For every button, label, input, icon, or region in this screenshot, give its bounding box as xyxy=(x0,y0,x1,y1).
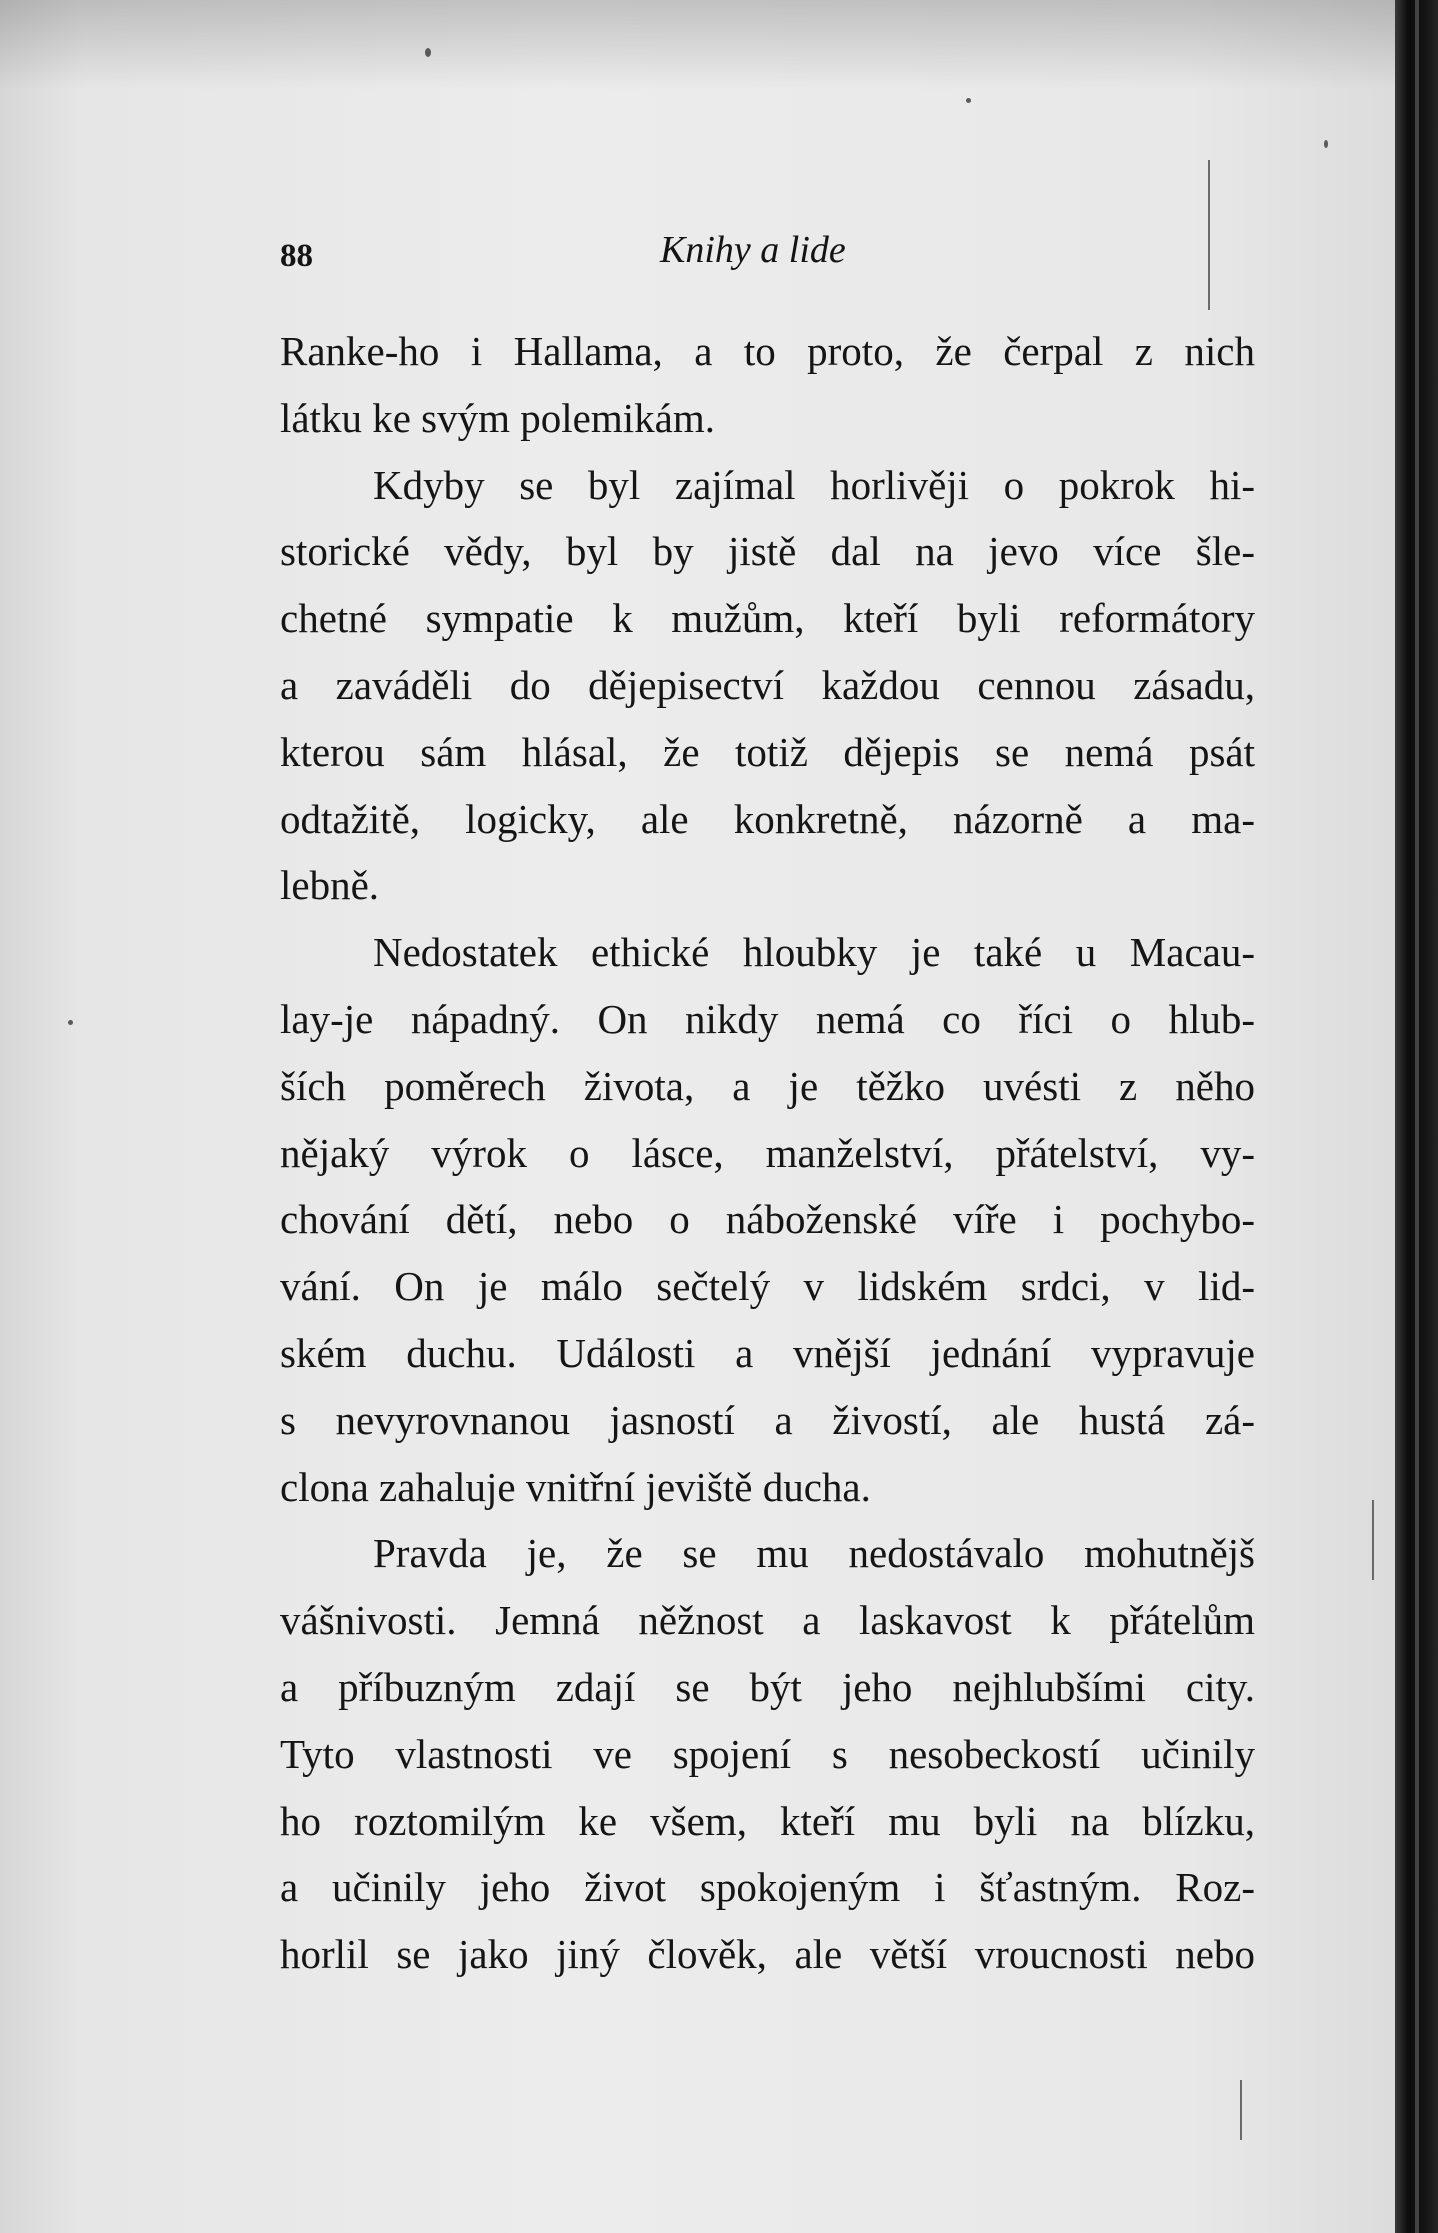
text-line: vášnivosti. Jemná něžnost a laskavost k přátelům xyxy=(280,1597,1255,1644)
text-line: Ranke-ho i Hallama, a to proto, že čerpal z nich xyxy=(280,328,1255,374)
text-line: vání. On je málo sečtelý v lidském srdci, v lid- xyxy=(280,1263,1255,1310)
text-line: a zaváděli do dějepisectví každou cennou zásadu, xyxy=(280,661,1255,708)
paper-speck xyxy=(68,1020,73,1025)
running-title: Knihy a lide xyxy=(660,229,846,271)
paper-speck xyxy=(1324,140,1328,148)
page-number: 88 xyxy=(280,238,313,274)
text-line: kterou sám hlásal, že totiž dějepis se nemá psát xyxy=(280,728,1255,775)
text-line: odtažitě, logicky, ale konkretně, názorně a ma- xyxy=(280,795,1255,842)
text-line: a příbuzným zdají se být jeho nejhlubšími city. xyxy=(280,1663,1255,1710)
text-line: ho roztomilým ke všem, kteří mu byli na blízku, xyxy=(280,1797,1255,1844)
margin-mark xyxy=(1208,160,1210,310)
text-line: látku ke svým polemikám. xyxy=(280,394,715,441)
text-line: a učinily jeho život spokojeným i šťastným. Roz- xyxy=(280,1864,1255,1911)
text-line: nějaký výrok o lásce, manželství, přátelství, vy- xyxy=(280,1129,1255,1176)
margin-mark xyxy=(1372,1500,1374,1580)
text-line: ších poměrech života, a je těžko uvésti z něho xyxy=(280,1062,1255,1109)
text-line: Kdyby se byl zajímal horlivěji o pokrok hi- xyxy=(373,461,1255,508)
text-line: Nedostatek ethické hloubky je také u Macau- xyxy=(373,929,1255,976)
margin-mark xyxy=(1240,2080,1242,2140)
text-line: clona zahaluje vnitřní jeviště ducha. xyxy=(280,1463,871,1510)
body-text xyxy=(280,318,1255,1988)
text-line: s nevyrovnanou jasností a živostí, ale hustá zá- xyxy=(280,1396,1255,1443)
text-line: lay-je nápadný. On nikdy nemá co říci o hlub- xyxy=(280,995,1255,1042)
text-line: Tyto vlastnosti ve spojení s nesobeckostí učinily xyxy=(280,1730,1255,1777)
text-line: chování dětí, nebo o náboženské víře i pochybo- xyxy=(280,1196,1255,1243)
text-line: chetné sympatie k mužům, kteří byli reformátory xyxy=(280,595,1255,642)
text-line: Pravda je, že se mu nedostávalo mohutnějš xyxy=(373,1530,1255,1577)
text-line: horlil se jako jiný člověk, ale větší vroucnosti nebo xyxy=(280,1931,1255,1978)
text-line: ském duchu. Události a vnější jednání vypravuje xyxy=(280,1329,1255,1376)
book-edge-highlight xyxy=(1415,0,1419,2233)
paper-speck xyxy=(966,98,971,103)
text-line: lebně. xyxy=(280,862,380,909)
running-head xyxy=(280,228,1255,288)
text-line: storické vědy, byl by jistě dal na jevo více šle- xyxy=(280,528,1255,575)
paper-speck xyxy=(425,48,431,57)
